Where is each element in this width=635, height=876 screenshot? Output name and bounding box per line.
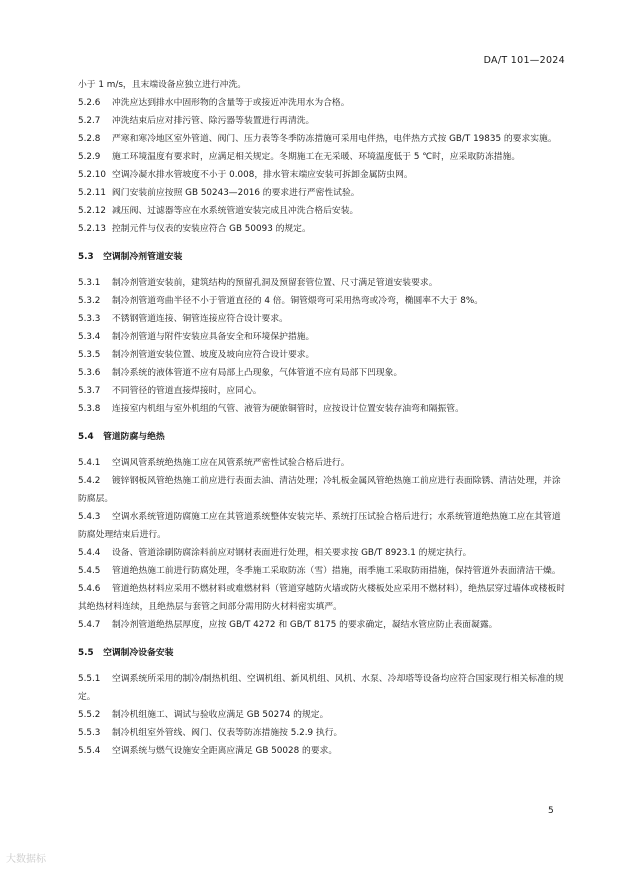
clause: 5.4.1 空调风管系统绝热施工应在风管系统严密性试验合格后进行。 xyxy=(78,458,350,468)
clause: 5.4.6 管道绝热材料应采用不燃材料或难燃材料（管道穿越防火墙或防火楼板处应采用不燃材料），绝热层穿过墙体或楼板时其绝热材料连续，且绝热层与套管之间部分需用防火材料密实填严。 xyxy=(78,584,566,612)
section-heading-5-4: 5.4 管道防腐与绝热 xyxy=(78,432,165,442)
clause: 5.3.3 不锈钢管道连接、铜管连接应符合设计要求。 xyxy=(78,314,288,324)
clause: 5.3.5 制冷剂管道安装位置、坡度及坡向应符合设计要求。 xyxy=(78,350,315,360)
clause: 5.5.2 制冷机组施工、调试与验收应满足 GB 50274 的规定。 xyxy=(78,710,329,720)
clause: 5.3.2 制冷剂管道弯曲半径不小于管道直径的 4 倍。铜管煨弯可采用热弯或冷弯，椭圆率不大于 8%。 xyxy=(78,296,484,306)
clause: 5.2.8 严寒和寒冷地区室外管道、阀门、压力表等冬季防冻措施可采用电伴热，电伴热方式按 GB/T 19835 的要求实施。 xyxy=(78,134,557,144)
clause: 5.4.5 管道绝热施工前进行防腐处理，冬季施工采取防冻（雪）措施，雨季施工采取防雨措施，保持管道外表面清洁干燥。 xyxy=(78,566,561,576)
clause: 5.5.3 制冷机组室外管线、阀门、仪表等防冻措施按 5.2.9 执行。 xyxy=(78,728,343,738)
continuation-text: 小于 1 m/s，且末端设备应独立进行冲洗。 xyxy=(78,80,247,90)
clause: 5.3.8 连接室内机组与室外机组的气管、液管为硬旅铜管时，应按设计位置安装存油弯和隔振管。 xyxy=(78,404,464,414)
clause: 5.2.10 空调冷凝水排水管坡度不小于 0.008，排水管末端应安装可拆卸金属防虫网。 xyxy=(78,170,413,180)
clause: 5.3.7 不同管径的管道直接焊接时，应同心。 xyxy=(78,386,262,396)
clause: 5.2.11 阀门安装前应按照 GB 50243—2016 的要求进行严密性试验。 xyxy=(78,188,360,198)
clause: 5.2.9 施工环境温度有要求时，应满足相关规定。冬期施工在无采暖、环境温度低于 5 ℃时，应采取防冻措施。 xyxy=(78,152,521,162)
clause: 5.3.4 制冷剂管道与附件安装应具备安全和环境保护措施。 xyxy=(78,332,315,342)
clause: 5.5.4 空调系统与燃气设施安全距离应满足 GB 50028 的要求。 xyxy=(78,746,338,756)
section-heading-5-3: 5.3 空调制冷剂管道安装 xyxy=(78,252,183,262)
clause-group-5-5 xyxy=(78,670,566,760)
clause: 5.3.1 制冷剂管道安装前，建筑结构的预留孔洞及预留套管位置、尺寸满足管道安装要求。 xyxy=(78,278,438,288)
clause-group-5-3 xyxy=(78,274,566,418)
clause: 5.3.6 制冷系统的液体管道不应有局部上凸现象，气体管道不应有局部下凹现象。 xyxy=(78,368,403,378)
clause: 5.2.7 冲洗结束后应对排污管、除污器等装置进行再清洗。 xyxy=(78,116,315,126)
document-body xyxy=(78,76,566,760)
clause: 5.4.2 镀锌钢板风管绝热施工前应进行表面去油、清洁处理；冷轧板金属风管绝热施工前应进行表面除锈、清洁处理，并涂防腐层。 xyxy=(78,476,561,504)
clause: 5.5.1 空调系统所采用的制冷/制热机组、空调机组、新风机组、风机、水泵、冷却塔等设备均应符合国家现行相关标准的规定。 xyxy=(78,674,564,702)
watermark-text: 大数据标 xyxy=(6,854,46,865)
clause-group-5-4 xyxy=(78,454,566,634)
section-heading-5-5: 5.5 空调制冷设备安装 xyxy=(78,648,174,658)
clause: 5.2.13 控制元件与仪表的安装应符合 GB 50093 的规定。 xyxy=(78,224,311,234)
clause: 5.4.4 设备、管道涂刷防腐涂料前应对钢材表面进行处理，相关要求按 GB/T 8923.1 的规定执行。 xyxy=(78,548,472,558)
clause: 5.4.3 空调水系统管道防腐施工应在其管道系统整体安装完毕、系统打压试验合格后进行；水系统管道绝热施工应在其管道防腐处理结束后进行。 xyxy=(78,512,561,540)
page-number: 5 xyxy=(548,806,554,816)
doc-code: DA/T 101—2024 xyxy=(483,55,565,66)
clause-group-5-2 xyxy=(78,94,566,238)
clause: 5.4.7 制冷剂管道绝热层厚度，应按 GB/T 4272 和 GB/T 8175 的要求确定，凝结水管应防止表面凝露。 xyxy=(78,620,498,630)
clause: 5.2.6 冲洗应达到排水中固形物的含量等于或接近冲洗用水为合格。 xyxy=(78,98,350,108)
clause: 5.2.12 减压阀、过滤器等应在水系统管道安装完成且冲洗合格后安装。 xyxy=(78,206,359,216)
